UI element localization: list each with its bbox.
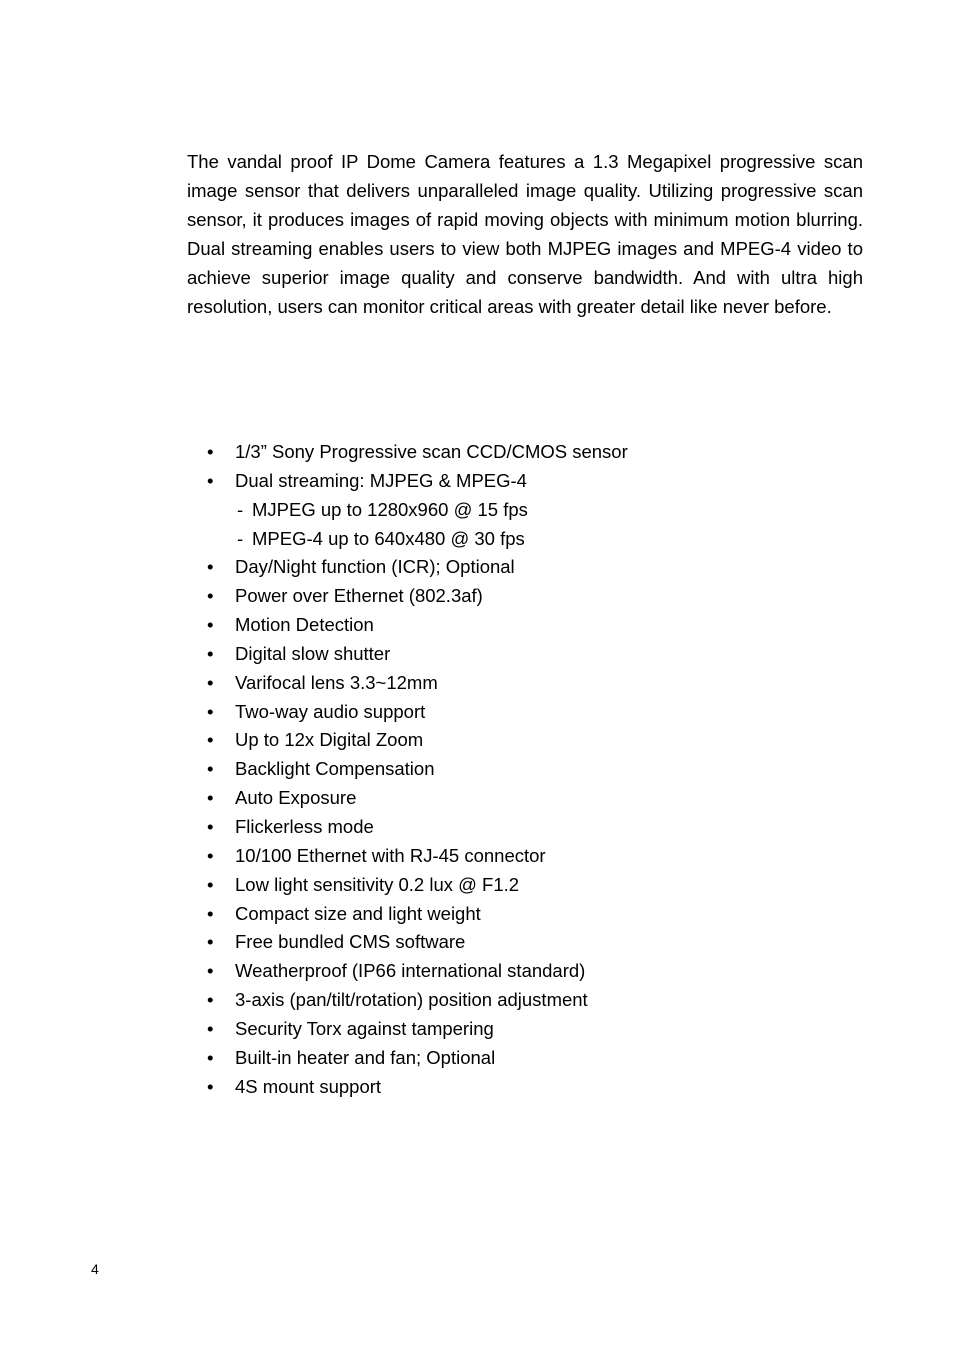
feature-item bbox=[207, 1015, 847, 1044]
feature-text: 1/3” Sony Progressive scan CCD/CMOS sensor bbox=[235, 441, 628, 462]
feature-item bbox=[207, 726, 847, 755]
bullet-icon: • bbox=[207, 642, 214, 664]
feature-item bbox=[207, 900, 847, 929]
feature-text: Free bundled CMS software bbox=[235, 931, 466, 953]
feature-text: 4S mount support bbox=[235, 1075, 382, 1097]
feature-text: Compact size and light weight bbox=[235, 902, 481, 924]
feature-text: Security Torx against tampering bbox=[235, 1017, 494, 1039]
feature-item bbox=[207, 582, 847, 611]
bullet-icon: • bbox=[207, 614, 214, 636]
feature-item bbox=[207, 928, 847, 957]
feature-text: Built-in heater and fan; Optional bbox=[235, 1046, 496, 1068]
bullet-icon: • bbox=[207, 931, 214, 953]
feature-text: Two-way audio support bbox=[235, 700, 426, 722]
bullet-icon: • bbox=[207, 873, 214, 895]
feature-item bbox=[207, 640, 847, 669]
bullet-icon: • bbox=[207, 844, 214, 866]
feature-text: 3-axis (pan/tilt/rotation) position adjustment bbox=[235, 989, 588, 1011]
bullet-icon: • bbox=[207, 758, 214, 780]
feature-item bbox=[207, 871, 847, 900]
bullet-icon: • bbox=[207, 989, 214, 1011]
feature-item bbox=[207, 784, 847, 813]
feature-text: Low light sensitivity 0.2 lux @ F1.2 bbox=[235, 873, 520, 895]
feature-text: Dual streaming: MJPEG & MPEG-4 bbox=[235, 469, 527, 491]
bullet-icon: • bbox=[207, 585, 214, 607]
bullet-icon: • bbox=[207, 960, 214, 982]
bullet-icon: • bbox=[207, 700, 214, 722]
feature-item bbox=[207, 957, 847, 986]
intro-paragraph: The vandal proof IP Dome Camera features a 1.3 Megapixel progressive scan image sensor that delivers unparalleled image quality. Utilizing progressive scan sensor, it produces images of rapid moving objects with minimum motion blurring. Dual streaming enables users to view both MJPEG images and MPEG-4 video to achieve superior image quality and conserve bandwidth. And with ultra high resolution, users can monitor critical areas with greater detail like never before. bbox=[187, 151, 863, 317]
feature-item bbox=[207, 842, 847, 871]
page-number: 4 bbox=[91, 1261, 99, 1277]
feature-text: Weatherproof (IP66 international standard) bbox=[235, 960, 586, 982]
bullet-icon: • bbox=[207, 1046, 214, 1068]
bullet-icon: • bbox=[207, 556, 214, 578]
feature-sub-item bbox=[207, 496, 847, 525]
feature-text: Auto Exposure bbox=[235, 787, 357, 809]
feature-item bbox=[207, 1044, 847, 1073]
feature-text: 10/100 Ethernet with RJ-45 connector bbox=[235, 844, 546, 866]
bullet-icon: • bbox=[207, 729, 214, 751]
bullet-icon: • bbox=[207, 902, 214, 924]
feature-item bbox=[207, 669, 847, 698]
feature-text: Motion Detection bbox=[235, 614, 374, 636]
feature-text: MJPEG up to 1280x960 @ 15 fps bbox=[252, 498, 528, 520]
dash-marker: - bbox=[237, 498, 244, 520]
feature-item bbox=[207, 813, 847, 842]
bullet-icon: • bbox=[207, 1075, 214, 1097]
feature-item bbox=[207, 438, 847, 467]
feature-text: Day/Night function (ICR); Optional bbox=[235, 556, 515, 578]
feature-text: Up to 12x Digital Zoom bbox=[235, 729, 424, 751]
feature-sub-item bbox=[207, 525, 847, 554]
bullet-icon: • bbox=[207, 787, 214, 809]
bullet-icon: • bbox=[207, 815, 214, 837]
feature-text: Power over Ethernet (802.3af) bbox=[235, 585, 483, 607]
feature-list bbox=[207, 438, 847, 1101]
feature-item bbox=[207, 611, 847, 640]
dash-marker: - bbox=[237, 527, 244, 549]
feature-text: Varifocal lens 3.3~12mm bbox=[235, 671, 438, 693]
feature-item bbox=[207, 553, 847, 582]
feature-item bbox=[207, 755, 847, 784]
bullet-icon: • bbox=[207, 671, 214, 693]
feature-item bbox=[207, 698, 847, 727]
bullet-icon: • bbox=[207, 469, 214, 491]
feature-text: MPEG-4 up to 640x480 @ 30 fps bbox=[252, 527, 525, 549]
bullet-icon: • bbox=[207, 441, 214, 462]
feature-text: Backlight Compensation bbox=[235, 758, 435, 780]
bullet-icon: • bbox=[207, 1017, 214, 1039]
feature-item bbox=[207, 986, 847, 1015]
feature-item bbox=[207, 467, 847, 496]
feature-text: Digital slow shutter bbox=[235, 642, 391, 664]
feature-text: Flickerless mode bbox=[235, 815, 374, 837]
feature-item bbox=[207, 1073, 847, 1102]
